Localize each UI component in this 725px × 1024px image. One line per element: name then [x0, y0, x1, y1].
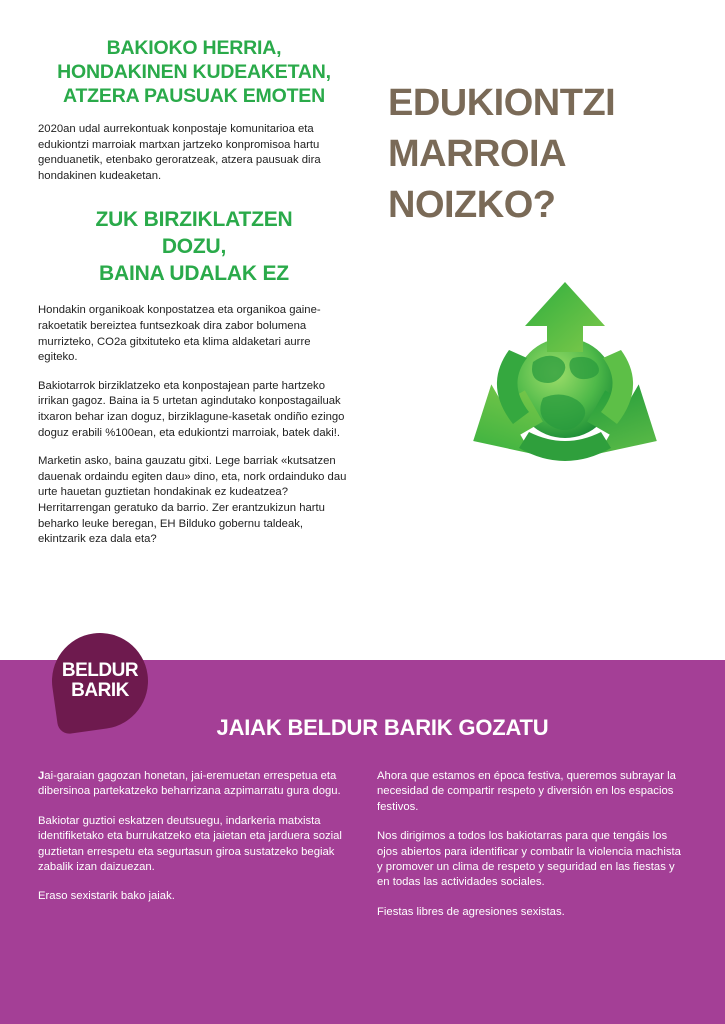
purple-title: JAIAK BELDUR BARIK GOZATU	[216, 715, 549, 740]
purple-right-paragraph-3: Fiestas libres de agresiones sexistas.	[377, 905, 565, 918]
left-headline-line3: ATZERA PAUSUAK EMOTEN	[63, 85, 325, 107]
right-column	[388, 78, 698, 231]
badge-line1: BELDUR	[61, 660, 139, 681]
purple-columns	[0, 741, 725, 934]
body-paragraph-3: Marketin asko, baina gauzatu gitxi. Lege barriak «kutsatzen dauenak ordaindu egiten dau» dino, eta, nork ordainduko dau urte hauetan guztietan hondakinak ez kudeatzea? Herritarrengan geratuko da barrio. Zer erantzukizun hartu beharko leuke beregan, EH Bilduko gobernu taldeak, ekintzarik eza dala eta?	[38, 455, 347, 546]
big-title-line2: MARROIA	[388, 133, 567, 175]
purple-right-paragraph-2: Nos dirigimos a todos los bakiotarras para que tengáis los ojos abiertos para identificar y combatir la violencia machista y promover un clima de respeto y seguridad en las fiestas y en todas las actividades sociales.	[377, 830, 681, 889]
badge-inner	[52, 633, 148, 729]
left-column	[38, 36, 350, 561]
second-headline-line2: DOZU,	[161, 235, 227, 259]
body-paragraph-1: Hondakin organikoak konpostatzea eta organikoa gaine-rakoetatik bereiztea funtsezkoak dira zabor bolumena murrizteko, CO2a gitxituteko eta klima aldaketari aurre egiteko.	[38, 304, 321, 364]
intro-paragraph: 2020an udal aurrekontuak konpostaje komunitarioa eta edukiontzi marroiak martxan jartzeko konpromisoa hartu genduanetik, etenbako geroratzeak, atzera pausuak dira hondakinen kudeaketan.	[38, 123, 321, 182]
big-title	[388, 78, 698, 231]
left-headline	[38, 36, 350, 108]
badge-line2: BARIK	[71, 680, 129, 701]
purple-right-column	[377, 769, 682, 934]
purple-left-paragraph-1-text: ai-garaian gagozan honetan, jai-eremuetan errespetua eta dibersinoa partekatzeko beharrizana azpimarratu gura dogu.	[38, 770, 341, 798]
beldur-barik-badge	[46, 627, 154, 735]
big-title-line3: NOIZKO?	[388, 184, 556, 226]
purple-right-paragraph-1: Ahora que estamos en época festiva, queremos subrayar la necesidad de compartir respeto y diversión en los espacios festivos.	[377, 770, 676, 813]
second-headline	[38, 206, 350, 287]
purple-left-lead: J	[38, 770, 45, 782]
purple-left-paragraph-2: Bakiotar guztioi eskatzen deutsuegu, indarkeria matxista identifiketako eta burrukatzeko eta jaietan eta jarduera sozial guztietan errespetu eta segurtasun giroa sustatzeko begiak zabalik izan daizuezan.	[38, 814, 342, 874]
purple-left-paragraph-1	[38, 769, 343, 800]
left-headline-line2: HONDAKINEN KUDEAKETAN,	[57, 61, 331, 83]
second-headline-line1: ZUK BIRZIKLATZEN	[95, 208, 293, 232]
big-title-line1: EDUKIONTZI	[388, 82, 616, 124]
purple-left-column	[38, 769, 343, 934]
body-paragraph-2: Bakiotarrok birziklatzeko eta konpostajean parte hartzeko irrikan gagoz. Baina ia 5 urtetan agindutako konpostagailuak itxaron behar izan doguz, birziklagune-kasetak ondiño ezingo doguz erabili %100ean, eta edukiontzi marroiak, batek daki!.	[38, 379, 345, 439]
recycling-globe-icon	[455, 280, 680, 495]
purple-left-paragraph-3: Eraso sexistarik bako jaiak.	[38, 890, 175, 903]
left-headline-line1: BAKIOKO HERRIA,	[106, 37, 282, 59]
second-headline-line3: BAINA UDALAK EZ	[99, 262, 289, 286]
